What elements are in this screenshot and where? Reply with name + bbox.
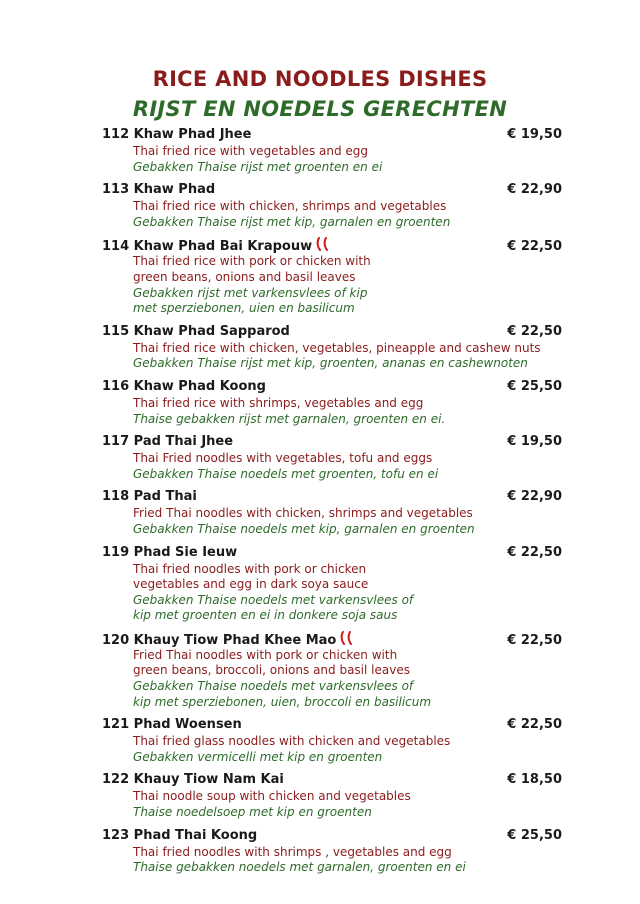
menu-item <box>102 631 562 710</box>
dish-price: € 25,50 <box>507 827 562 843</box>
menu-item-header <box>102 379 562 396</box>
dish-price: € 18,50 <box>507 772 562 788</box>
dish-number: 120 <box>102 632 130 648</box>
chili-pepper-icon <box>340 631 358 649</box>
dish-name <box>102 324 290 339</box>
description-dutch: Gebakken Thaise noedels met groenten, tofu en ei <box>133 466 439 481</box>
menu-item-header <box>102 631 562 648</box>
dish-price: € 25,50 <box>507 378 562 394</box>
dish-price: € 22,50 <box>507 323 562 339</box>
dish-number: 116 <box>102 378 130 394</box>
description-english: Thai fried rice with vegetables and egg <box>133 144 369 158</box>
menu-item <box>102 379 562 427</box>
dish-name <box>102 545 237 560</box>
dish-name <box>102 772 284 787</box>
chili-pepper-icon <box>316 237 334 255</box>
dish-number: 118 <box>102 489 130 505</box>
dish-name <box>102 717 242 732</box>
description-english: green beans, onions and basil leaves <box>133 269 356 284</box>
dish-price: € 22,50 <box>507 239 562 255</box>
description-english: Thai fried rice with chicken, shrimps and vegetables <box>133 199 447 214</box>
dish-title: Phad Sie Ieuw <box>133 544 238 560</box>
dish-number: 121 <box>102 717 130 733</box>
dish-number: 113 <box>102 182 130 198</box>
dish-name <box>102 379 266 394</box>
dish-title: Khauy Tiow Nam Kai <box>133 772 284 788</box>
menu-item <box>102 545 562 624</box>
description-english: Thai fried rice with pork or chicken with <box>133 254 371 269</box>
description-dutch: Thaise gebakken rijst met garnalen, groenten en ei. <box>133 411 446 426</box>
dish-title: Khaw Phad Koong <box>133 378 266 394</box>
dish-title: Pad Thai Jhee <box>133 434 234 450</box>
dish-price: € 22,50 <box>507 717 562 733</box>
description-dutch: Gebakken Thaise rijst met kip, groenten, ananas en cashewnoten <box>133 356 528 371</box>
dish-title: Pad Thai <box>133 489 197 505</box>
description-dutch: Gebakken Thaise noedels met varkensvlees of <box>133 592 414 607</box>
menu-item-header <box>102 545 562 562</box>
description-dutch: Gebakken rijst met varkensvlees of kip <box>133 285 368 300</box>
description-english: Thai Fried noodles with vegetables, tofu and eggs <box>133 451 433 466</box>
description-english: Fried Thai noodles with chicken, shrimps and vegetables <box>133 506 473 521</box>
description-english: vegetables and egg in dark soya sauce <box>133 577 369 592</box>
description-english: Thai fried noodles with shrimps , vegetables and egg <box>133 844 452 859</box>
description-dutch: Gebakken Thaise noedels met varkensvlees of <box>133 679 414 694</box>
dish-number: 115 <box>102 323 130 339</box>
page-subtitle: RIJST EN NOEDELS GERECHTEN <box>132 97 508 121</box>
page-title: RICE AND NOODLES DISHES <box>152 67 488 91</box>
dish-title: Khaw Phad Bai Krapouw <box>133 239 313 255</box>
dish-name <box>102 434 233 449</box>
description-english: Thai fried noodles with pork or chicken <box>133 561 367 576</box>
dish-title: Khaw Phad Jhee <box>133 127 252 142</box>
dish-name <box>102 182 215 197</box>
menu-header <box>0 64 640 124</box>
dish-number: 122 <box>102 772 130 788</box>
menu-item-header <box>102 772 562 789</box>
menu-item-header <box>102 182 562 199</box>
dish-price: € 22,90 <box>507 489 562 505</box>
description-dutch: kip met sperziebonen, uien, broccoli en basilicum <box>133 694 432 709</box>
description-english: Thai fried glass noodles with chicken and vegetables <box>133 734 451 749</box>
description-english: Thai fried rice with chicken, vegetables, pineapple and cashew nuts <box>133 340 541 355</box>
menu-item-header <box>102 828 562 845</box>
menu-item <box>102 489 562 537</box>
dish-name <box>102 828 257 843</box>
dish-number: 119 <box>102 544 130 560</box>
description-dutch: Gebakken vermicelli met kip en groenten <box>133 749 383 764</box>
menu-item-header <box>102 127 562 144</box>
dish-number: 114 <box>102 239 130 255</box>
description-dutch: Thaise noedelsoep met kip en groenten <box>133 805 372 820</box>
description-english: Fried Thai noodles with pork or chicken with <box>133 647 398 662</box>
description-dutch: Gebakken Thaise rijst met kip, garnalen en groenten <box>133 214 451 229</box>
menu-item <box>102 434 562 482</box>
description-dutch: met sperziebonen, uien en basilicum <box>133 301 355 316</box>
menu-item <box>102 324 562 372</box>
dish-name <box>102 237 334 255</box>
menu-item <box>102 828 562 876</box>
dish-name <box>102 631 358 649</box>
description-dutch: Thaise gebakken noedels met garnalen, groenten en ei <box>133 860 466 875</box>
description-english: green beans, broccoli, onions and basil leaves <box>133 663 410 678</box>
description-dutch: kip met groenten en ei in donkere soja saus <box>133 608 398 623</box>
menu-item-header <box>102 237 562 254</box>
description-dutch: Gebakken Thaise noedels met kip, garnalen en groenten <box>133 521 475 536</box>
dish-number: 123 <box>102 827 130 843</box>
dish-title: Khaw Phad Sapparod <box>133 323 290 339</box>
dish-title: Phad Woensen <box>133 717 242 733</box>
menu-item <box>102 237 562 316</box>
dish-number: 112 <box>102 127 130 142</box>
dish-price: € 22,50 <box>507 632 562 648</box>
dish-title: Khaw Phad <box>133 182 216 198</box>
menu-item <box>102 182 562 230</box>
menu-item-header <box>102 489 562 506</box>
dish-title: Khauy Tiow Phad Khee Mao <box>133 632 337 648</box>
menu-item <box>102 772 562 820</box>
menu-item-header <box>102 717 562 734</box>
dish-name <box>102 489 197 504</box>
menu-item <box>102 717 562 765</box>
description-english: Thai fried rice with shrimps, vegetables and egg <box>133 395 424 410</box>
dish-price: € 22,50 <box>507 544 562 560</box>
dish-price: € 22,90 <box>507 182 562 198</box>
menu-item-header <box>102 324 562 341</box>
description-english: Thai noodle soup with chicken and vegetables <box>133 789 411 804</box>
menu-item-header <box>102 434 562 451</box>
dish-price: € 19,50 <box>507 434 562 450</box>
menu-list <box>102 127 562 883</box>
dish-price: € 19,50 <box>507 127 562 142</box>
dish-title: Phad Thai Koong <box>133 827 258 843</box>
dish-number: 117 <box>102 434 130 450</box>
menu-item <box>102 127 562 175</box>
dish-name <box>102 127 251 142</box>
description-dutch: Gebakken Thaise rijst met groenten en ei <box>133 159 383 174</box>
